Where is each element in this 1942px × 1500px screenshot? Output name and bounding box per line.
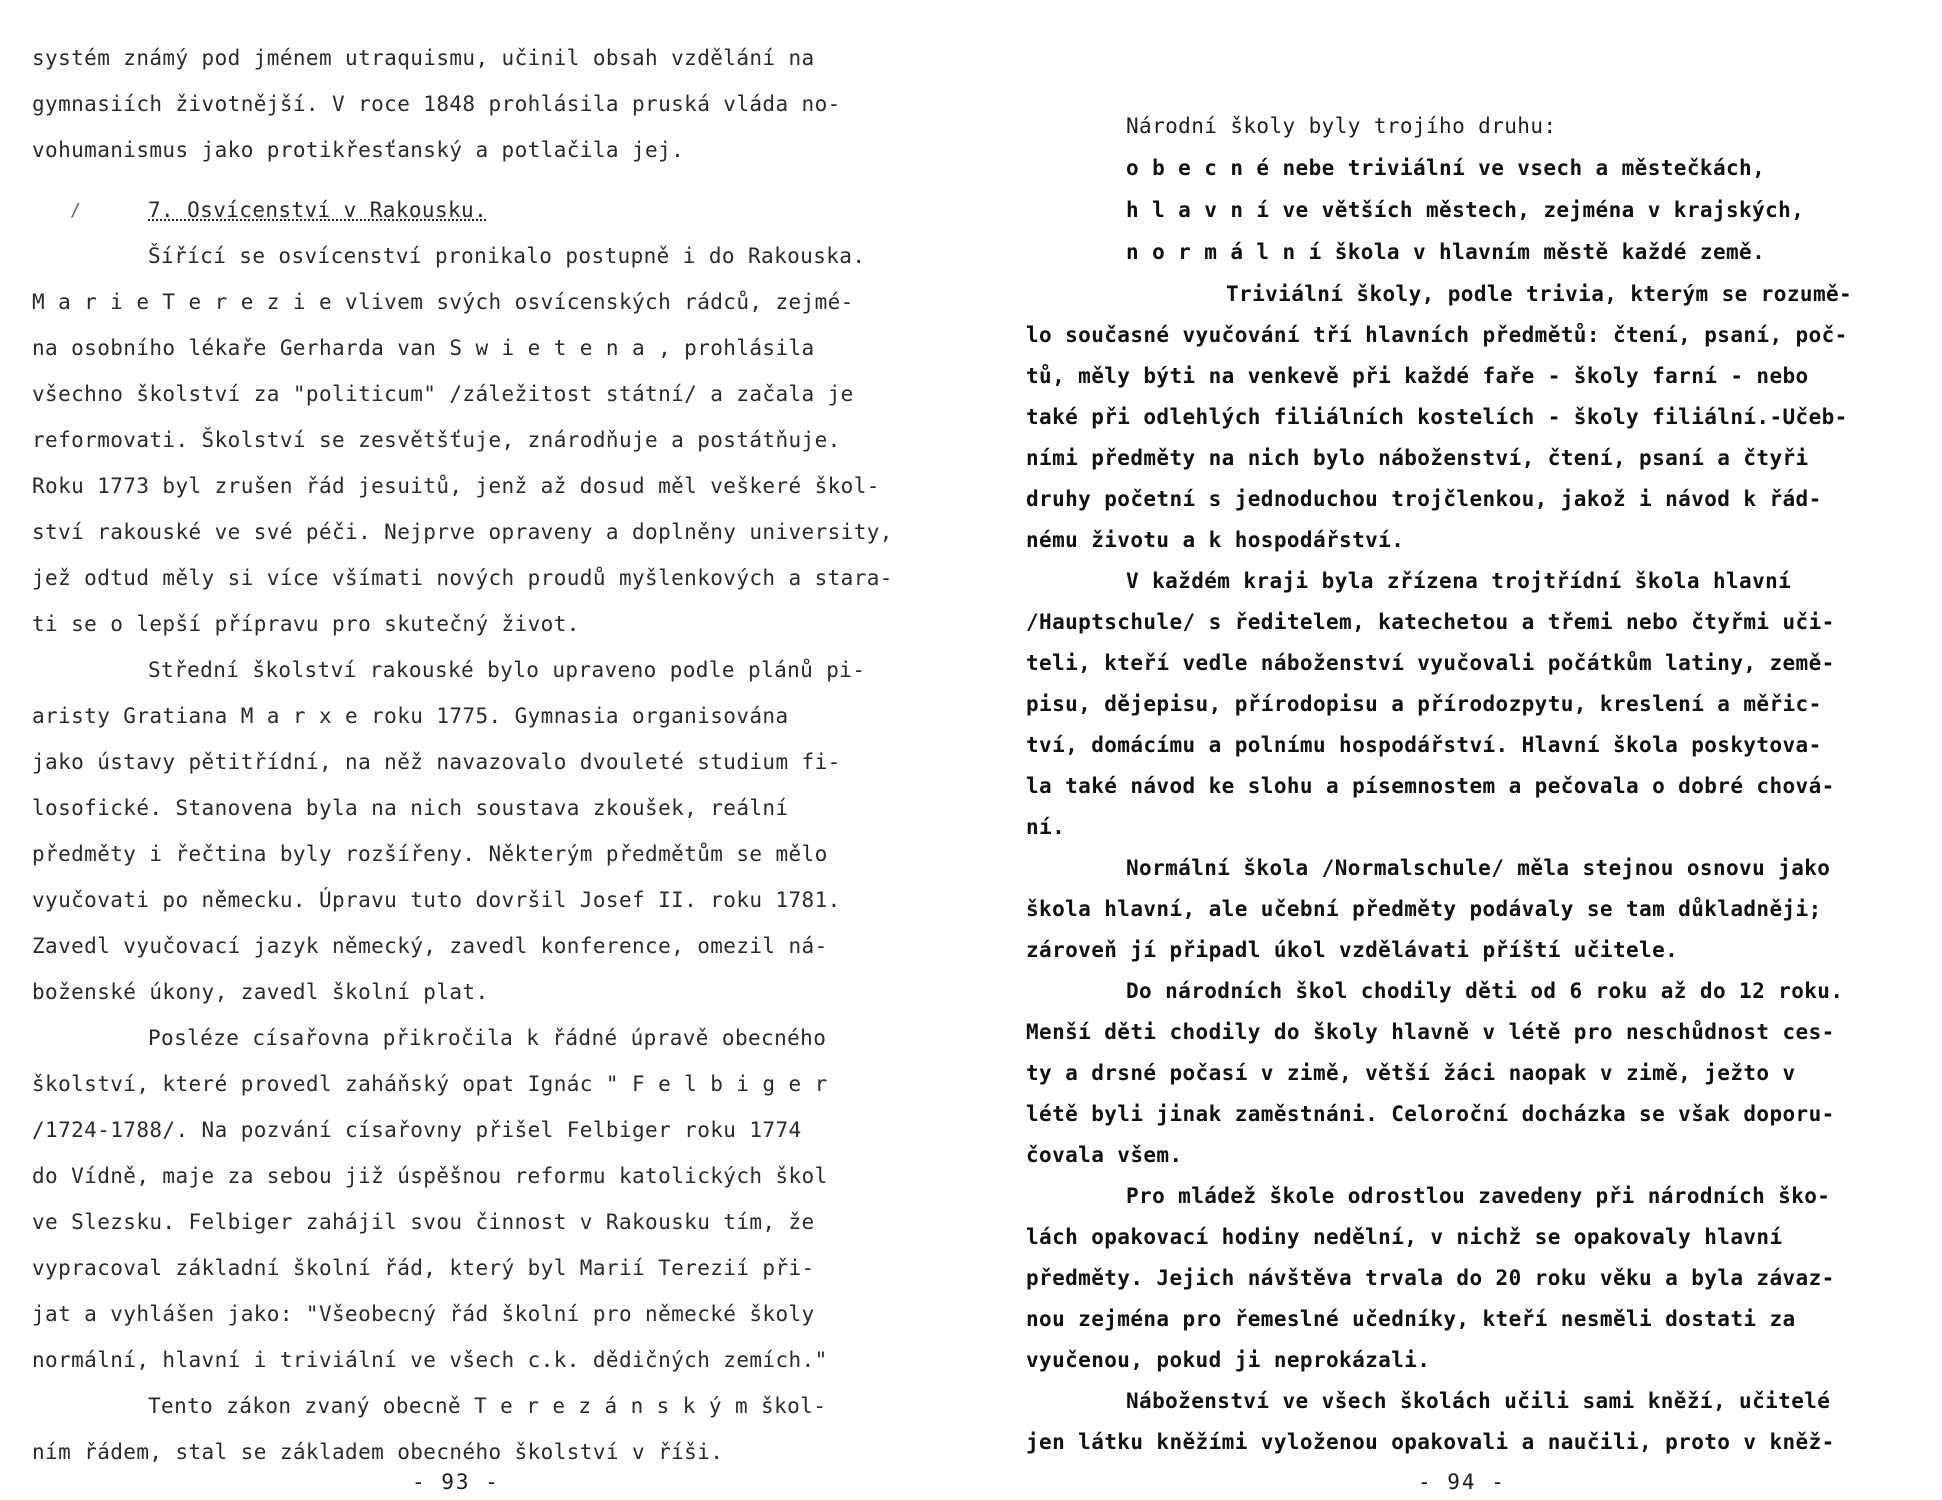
text-line: nému životu a k hospodářství. <box>1026 528 1405 552</box>
text-line: Pro mládež škole odrostlou zavedeny při národních ško- <box>1126 1184 1831 1208</box>
text-line: M a r i e T e r e z i e vlivem svých osvícenských rádců, zejmé- <box>32 290 854 314</box>
text-line: ními předměty na nich bylo náboženství, čtení, psaní a čtyři <box>1026 446 1809 470</box>
text-line: všechno školství za "politicum" /záležitost státní/ a začala je <box>32 382 854 406</box>
text-line: Do národních škol chodily děti od 6 roku až do 12 roku. <box>1126 979 1844 1003</box>
text-line: předměty i řečtina byly rozšířeny. Některým předmětům se mělo <box>32 842 828 866</box>
text-line: jako ústavy pětitřídní, na něž navazovalo dvouleté studium fi- <box>32 750 841 774</box>
text-line: V každém kraji byla zřízena trojtřídní škola hlavní <box>1126 569 1792 593</box>
section-heading: 7. Osvícenství v Rakousku. <box>148 198 488 222</box>
text-line: boženské úkony, zavedl školní plat. <box>32 980 489 1004</box>
text-line: Triviální školy, podle trivia, kterým se rozumě- <box>1226 282 1853 306</box>
text-line: druhy početní s jednoduchou trojčlenkou, jakož i návod k řád- <box>1026 487 1822 511</box>
text-line: pisu, dějepisu, přírodopisu a přírodozpytu, kreslení a měřic- <box>1026 692 1822 716</box>
text-line: vypracoval základní školní řád, který byl Marií Terezií při- <box>32 1256 815 1280</box>
text-line: Zavedl vyučovací jazyk německý, zavedl konference, omezil ná- <box>32 934 828 958</box>
text-line: aristy Gratiana M a r x e roku 1775. Gymnasia organisována <box>32 704 789 728</box>
text-line: normální, hlavní i triviální ve všech c.k. dědičných zemích." <box>32 1348 828 1372</box>
text-line: Střední školství rakouské bylo upraveno podle plánů pi- <box>148 658 866 682</box>
text-line: lo současné vyučování tří hlavních předmětů: čtení, psaní, poč- <box>1026 323 1848 347</box>
text-line: ním řádem, stal se základem obecného školství v říši. <box>32 1440 724 1464</box>
text-line: školství, které provedl zaháňský opat Ignác " F e l b i g e r <box>32 1072 828 1096</box>
text-line: létě byli jinak zaměstnáni. Celoroční docházka se však doporu- <box>1026 1102 1835 1126</box>
text-line: Roku 1773 byl zrušen řád jesuitů, jenž až dosud měl veškeré škol- <box>32 474 880 498</box>
text-line: vohumanismus jako protikřesťanský a potlačila jej. <box>32 138 685 162</box>
margin-mark: / <box>70 200 81 221</box>
text-line: ství rakouské ve své péči. Nejprve opraveny a doplněny university, <box>32 520 893 544</box>
text-line: vyučovati po německu. Úpravu tuto dovršil Josef II. roku 1781. <box>32 888 841 912</box>
text-line: o b e c n é nebe triviální ve vsech a městečkách, <box>1126 156 1766 180</box>
text-line: zároveň jí připadl úkol vzdělávati příští učitele. <box>1026 938 1679 962</box>
text-line: předměty. Jejich návštěva trvala do 20 roku věku a byla závaz- <box>1026 1266 1835 1290</box>
text-line: také při odlehlých filiálních kostelích - školy filiální.-Učeb- <box>1026 405 1848 429</box>
page-number: - 94 - <box>1418 1470 1506 1494</box>
text-line: jat a vyhlášen jako: "Všeobecný řád školní pro německé školy <box>32 1302 815 1326</box>
page-94 <box>971 0 1942 1500</box>
text-line: Tento zákon zvaný obecně T e r e z á n s k ý m škol- <box>148 1394 827 1418</box>
text-line: čovala všem. <box>1026 1143 1183 1167</box>
text-line: ti se o lepší přípravu pro skutečný život. <box>32 612 580 636</box>
text-line: la také návod ke slohu a písemnostem a pečovala o dobré chová- <box>1026 774 1835 798</box>
text-line: systém známý pod jménem utraquismu, učinil obsah vzdělání na <box>32 46 815 70</box>
text-line: ní. <box>1026 815 1066 839</box>
text-line: vyučenou, pokud ji neprokázali. <box>1026 1348 1431 1372</box>
text-line: jen látku kněžími vyloženou opakovali a naučili, proto v kněž- <box>1026 1430 1835 1454</box>
text-line: tů, měly býti na venkevě při každé faře - školy farní - nebo <box>1026 364 1809 388</box>
text-line: lách opakovací hodiny nedělní, v nichž se opakovaly hlavní <box>1026 1225 1783 1249</box>
text-line: gymnasiích životnější. V roce 1848 prohlásila pruská vláda no- <box>32 92 841 116</box>
text-line: Posléze císařovna přikročila k řádné úpravě obecného <box>148 1026 827 1050</box>
text-line: Normální škola /Normalschule/ měla stejnou osnovu jako <box>1126 856 1831 880</box>
text-line: Náboženství ve všech školách učili sami kněží, učitelé <box>1126 1389 1831 1413</box>
text-line: ve Slezsku. Felbiger zahájil svou činnost v Rakousku tím, že <box>32 1210 815 1234</box>
text-line: na osobního lékaře Gerharda van S w i e t e n a , prohlásila <box>32 336 815 360</box>
text-line: nou zejména pro řemeslné učedníky, kteří nesměli dostati za <box>1026 1307 1796 1331</box>
text-line: Národní školy byly trojího druhu: <box>1126 114 1557 138</box>
page-number: - 93 - <box>412 1470 500 1494</box>
text-line: jež odtud měly si více všímati nových proudů myšlenkových a stara- <box>32 566 893 590</box>
text-line: losofické. Stanovena byla na nich soustava zkoušek, reální <box>32 796 789 820</box>
text-line: reformovati. Školství se zesvětšťuje, znárodňuje a postátňuje. <box>32 428 841 452</box>
text-line: Šířící se osvícenství pronikalo postupně i do Rakouska. <box>148 244 866 268</box>
text-line: tví, domácímu a polnímu hospodářství. Hlavní škola poskytova- <box>1026 733 1822 757</box>
text-line: do Vídně, maje za sebou již úspěšnou reformu katolických škol <box>32 1164 828 1188</box>
text-line: Menší děti chodily do školy hlavně v létě pro neschůdnost ces- <box>1026 1020 1835 1044</box>
text-line: /Hauptschule/ s ředitelem, katechetou a třemi nebo čtyřmi uči- <box>1026 610 1835 634</box>
text-line: /1724-1788/. Na pozvání císařovny přišel Felbiger roku 1774 <box>32 1118 802 1142</box>
text-line: škola hlavní, ale učební předměty podávaly se tam důkladněji; <box>1026 897 1822 921</box>
text-line: teli, kteří vedle náboženství vyučovali počátkům latiny, země- <box>1026 651 1835 675</box>
text-line: ty a drsné počasí v zimě, větší žáci naopak v zimě, ježto v <box>1026 1061 1796 1085</box>
text-line: h l a v n í ve větších městech, zejména v krajských, <box>1126 198 1805 222</box>
text-line: n o r m á l n í škola v hlavním městě každé země. <box>1126 240 1766 264</box>
